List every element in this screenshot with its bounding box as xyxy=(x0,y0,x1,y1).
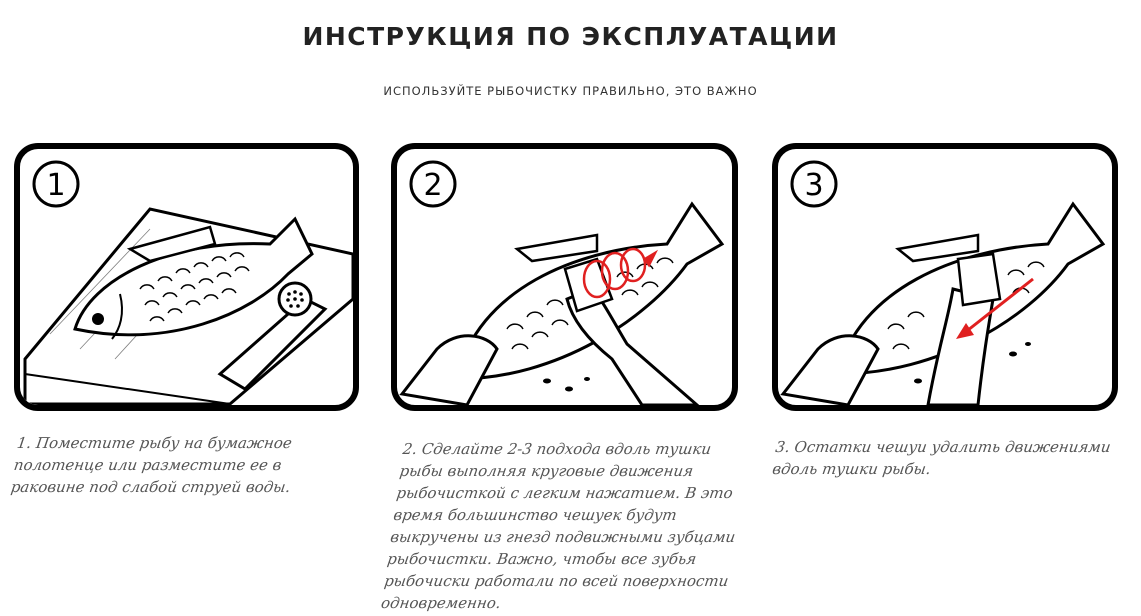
page-subtitle: ИСПОЛЬЗУЙТЕ РЫБОЧИСТКУ ПРАВИЛЬНО, ЭТО ВАЖНО xyxy=(383,84,758,98)
step-2-panel xyxy=(391,143,738,411)
step-3-panel xyxy=(772,143,1118,411)
step-3-number-badge xyxy=(792,162,836,206)
step-1-number-badge xyxy=(34,162,78,206)
step-1-illustration xyxy=(20,149,353,405)
step-2-number-badge xyxy=(411,162,455,206)
fish-scaler-tool xyxy=(958,254,1000,305)
step-3-illustration xyxy=(778,149,1112,405)
step-2-number: 2 xyxy=(423,168,443,203)
step-1-panel xyxy=(14,143,359,411)
step-2-illustration xyxy=(397,149,732,405)
step-2-caption: 2. Сделайте 2-3 подхода вдоль тушки рыбы выполняя круговые движения рыбочисткой с легким нажатием. В это время большинство чешуек будут выкручены из гнезд подвижными зубцами рыбочистки. Важно, чтобы все зубья рыбочиски работали по всей поверхности одновременно. xyxy=(379,440,737,612)
step-3-caption: 3. Остатки чешуи удалить движениями вдоль тушки рыбы. xyxy=(771,438,1112,478)
loose-scales xyxy=(543,377,590,392)
step-3-number: 3 xyxy=(804,168,824,203)
step-1-caption: 1. Поместите рыбу на бумажное полотенце или разместите ее в раковине под слабой струей воды. xyxy=(9,434,294,496)
holding-hand xyxy=(783,336,878,405)
step-1-number: 1 xyxy=(46,168,66,203)
page-title: ИНСТРУКЦИЯ ПО ЭКСПЛУАТАЦИИ xyxy=(302,22,839,51)
holding-hand xyxy=(402,336,497,405)
